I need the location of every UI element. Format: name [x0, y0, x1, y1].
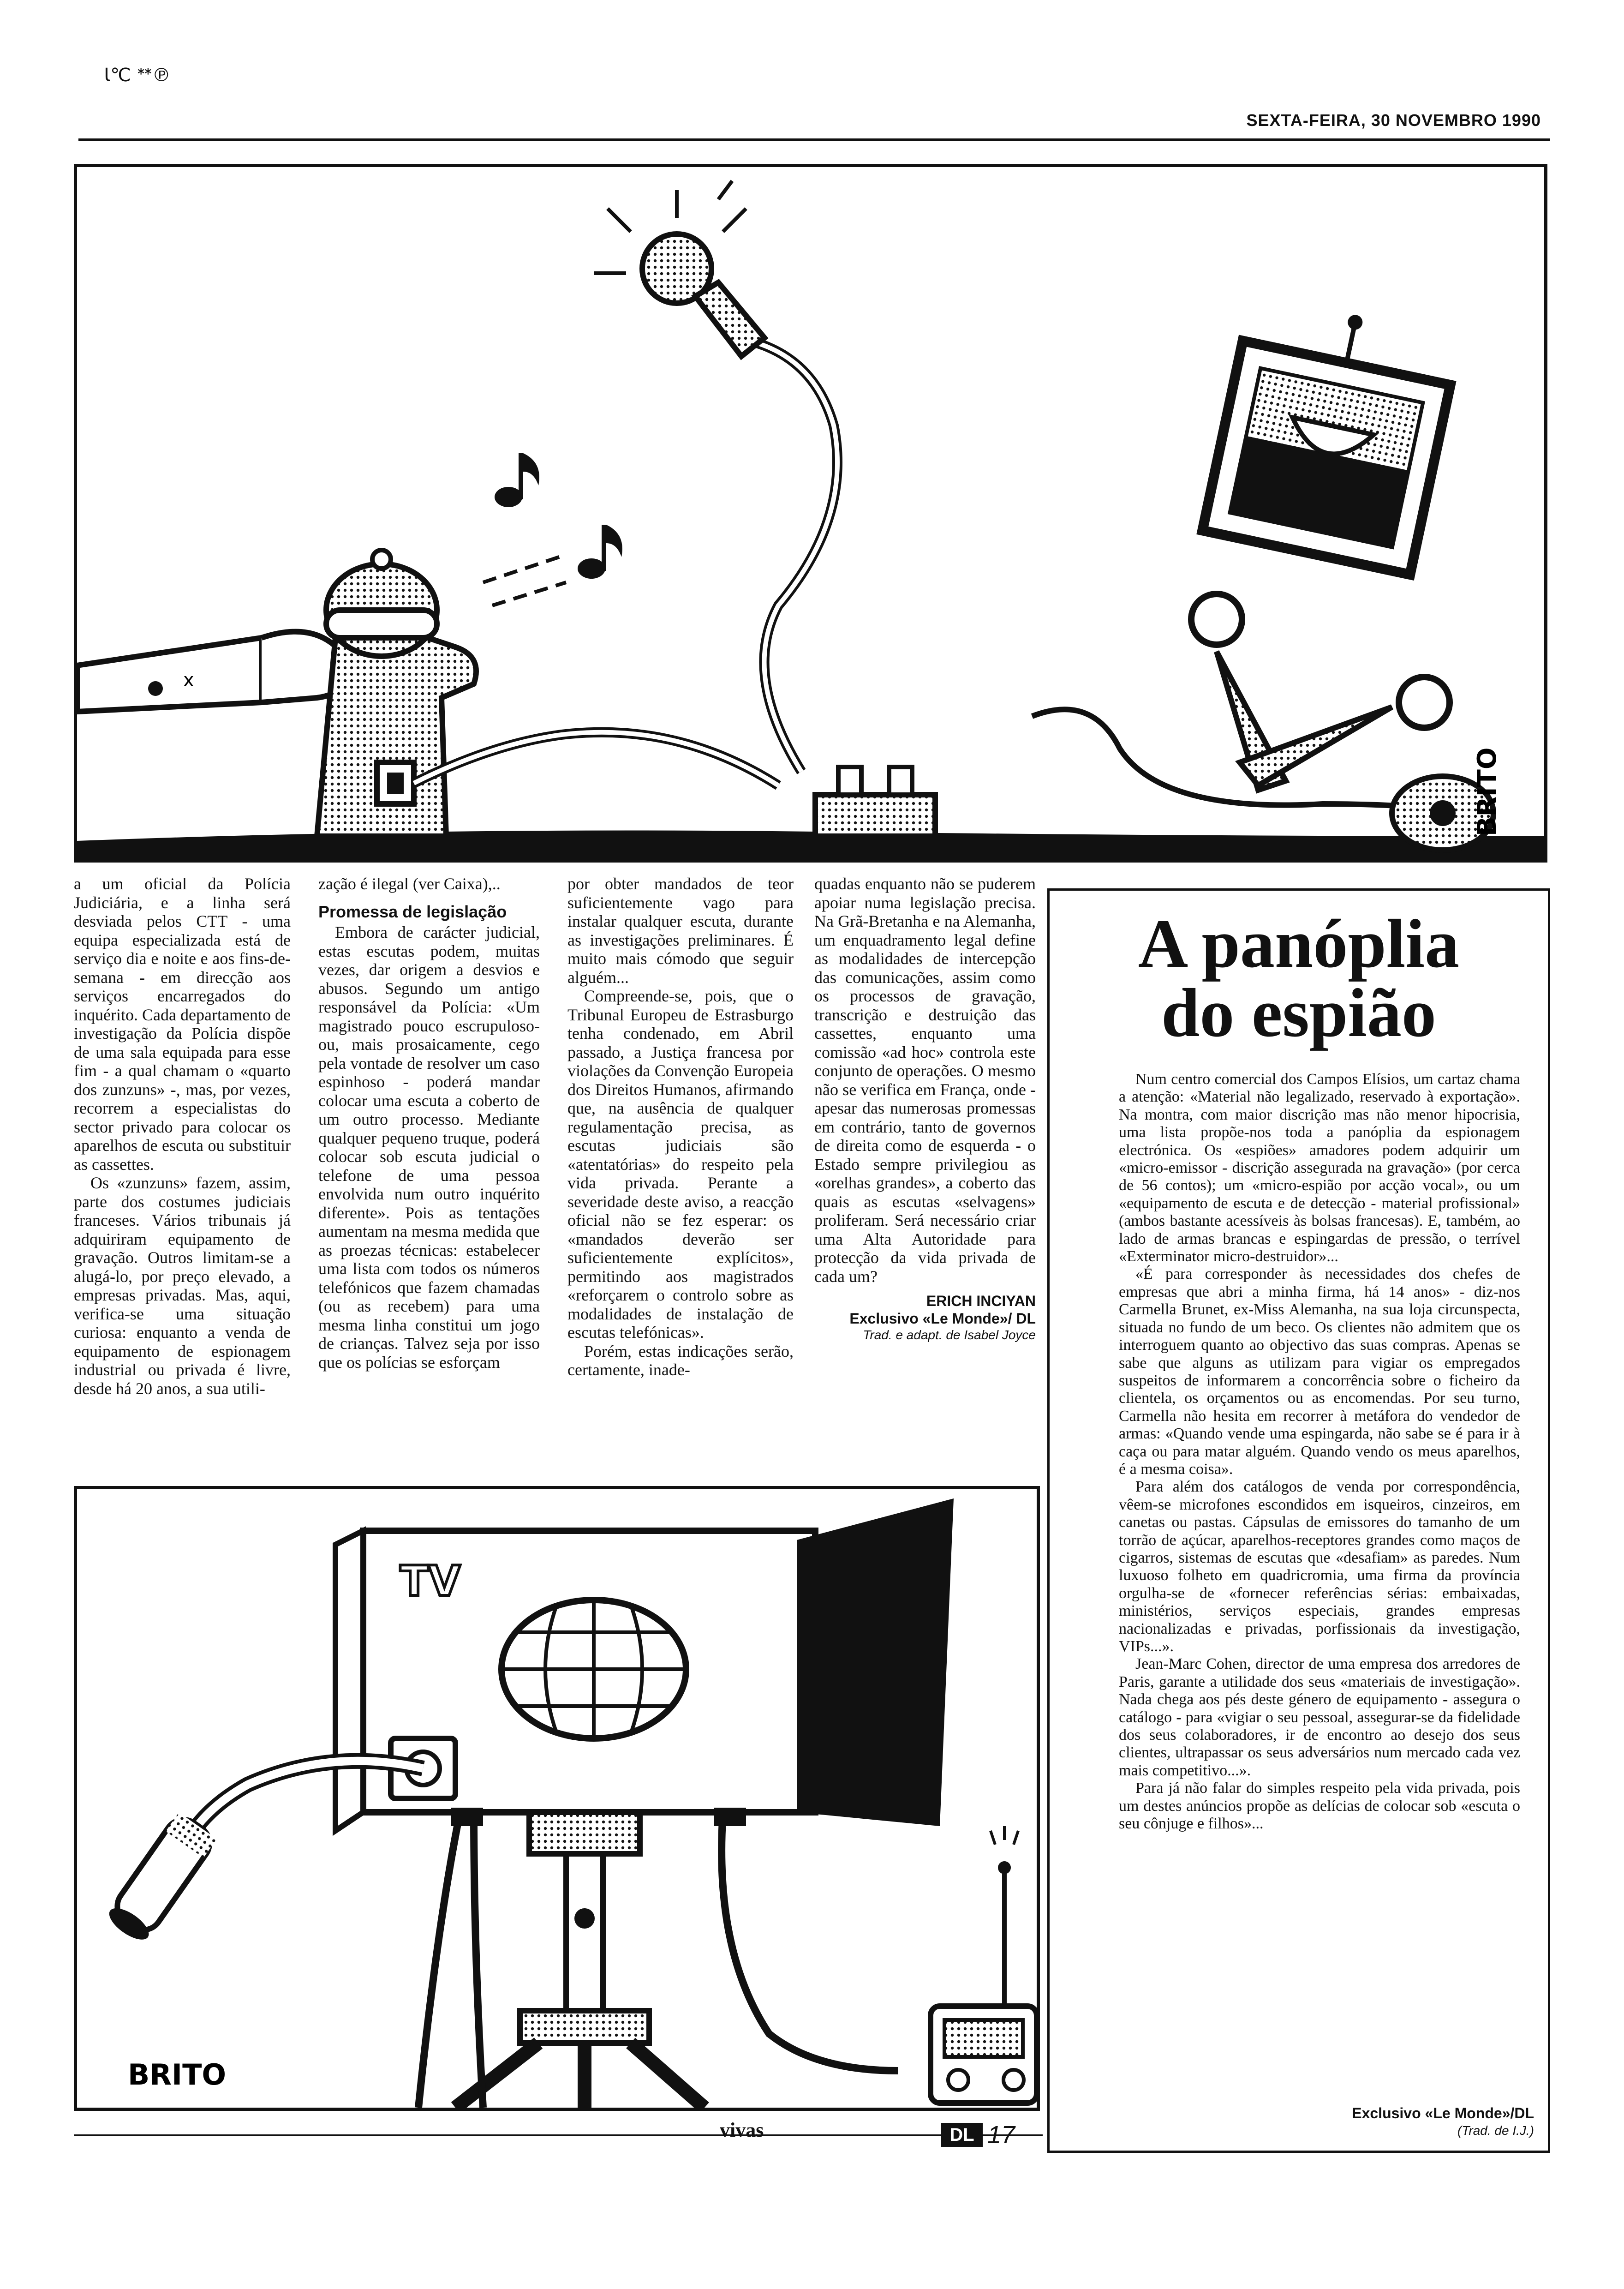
- article-paragraph: Compreende-se, pois, que o Tribunal Europeu de Estrasburgo tenha condenado, em Abril passado, a Justiça francesa por violações da Convenção Europeia dos Direitos Humanos, afirmando que, na ausência de qualquer regulamentação precisa, as escutas judiciais são «atentatórias» do respeito pela vida privada. Perante a severidade deste aviso, a reacção oficial não se fez esperar: os «mandados deverão ser suficientemente explícitos», permitindo aos magistrados «reforçarem o controlo sobre as modalidades de instalação de escutas telefónicas».: [567, 987, 794, 1342]
- coffee-pot-icon: [317, 550, 476, 836]
- sidebar-headline-line1: A panóplia: [1138, 905, 1460, 982]
- framed-picture-icon: [1202, 293, 1460, 575]
- footer-masthead: vivas: [720, 2119, 764, 2141]
- radio-receiver-icon: [931, 1826, 1037, 2103]
- handheld-microphone-icon: [104, 1812, 217, 1945]
- tv-label: TV: [400, 1557, 461, 1606]
- article-column-2: [318, 875, 540, 1372]
- sidebar-body: [1119, 1071, 1520, 1833]
- music-note-icon: [495, 453, 622, 579]
- article-subheading: Promessa de legislação: [318, 902, 507, 921]
- article-source: Exclusivo «Le Monde»/ DL: [849, 1310, 1036, 1327]
- illustration-bottom-signature: BRITO: [128, 2058, 227, 2091]
- article-paragraph: Os «zunzuns» fazem, assim, parte dos costumes judiciais franceses. Vários tribunais já adquiriram equipamento de gravação. Outros limitam-se a alugá-lo, por preço elevado, a empresas privadas. Mas, aqui, verifica-se uma situação curiosa: enquanto a venda de equipamento de espionagem industrial ou privada é livre, desde há 20 anos, a sua utili-: [74, 1174, 291, 1398]
- article-author: ERICH INCIYAN: [926, 1293, 1036, 1309]
- article-paragraph: Porém, estas indicações serão, certamente, inade-: [567, 1342, 794, 1379]
- sidebar-paragraph: Para além dos catálogos de venda por correspondência, vêem-se microfones escondidos em isqueiros, cinzeiros, em canetas ou pastas. Cápsulas de emissores do tamanho de um torrão de açúcar, aparelhos-receptores grandes como maços de cigarros, sistemas de escutas que «desafiam» as paredes. Num luxuoso folheto em quadricromia, uma firma da província orgulha-se de «fornecer referências sérias: embaixadas, ministérios, serviços especiais, grandes empresas nacionalizadas e privadas, porfissionais da investigação, VIPs...».: [1119, 1478, 1520, 1655]
- scissors-icon: [1032, 594, 1461, 813]
- article-credit: Trad. e adapt. de Isabel Joyce: [863, 1328, 1036, 1342]
- illustration-bottom: [74, 1486, 1040, 2111]
- sidebar-paragraph: Num centro comercial dos Campos Elísios, um cartaz chama a atenção: «Material não legalizado, reservado à exportação». Na montra, com maior discrição mas não menor hipocrisia, uma lista propõe-nos toda a panóplia da espionagem electrónica. Os «espiões» amadores podem adquirir um «micro-emissor - discrição assegurada na gravação» (por cerca de 56 contos); um «micro-espião por acção vocal», ou um «equipamento de escuta e de detecção - material profissional» (ambos bastante acessíveis às bolsas francesas). E, também, ao lado de armas brancas e espingardas de pressão, o terrível «Exterminator micro-destruidor»...: [1119, 1071, 1520, 1265]
- corner-marks: Ɩ℃ ᕯ℗: [104, 65, 171, 86]
- page-number: 17: [987, 2121, 1015, 2149]
- hand-icon: [77, 632, 346, 712]
- footer-rule: [74, 2134, 1043, 2136]
- sidebar-box: [1047, 888, 1550, 2153]
- article-paragraph: a um oficial da Polícia Judiciária, e a linha será desviada pelos CTT - uma equipa especializada está de serviço dia e noite e aos fins-de-semana - em direcção aos serviços encarregados do inquérito. Cada departamento de investigação da Polícia dispõe de uma sala equipada para esse fim - a qual chamam o «quarto dos zunzuns» -, mas, por vezes, recorrem a especialistas do sector privado para colocar os aparelhos de escuta ou substituir as cassettes.: [74, 875, 291, 1174]
- sidebar-paragraph: Para já não falar do simples respeito pela vida privada, pois um destes anúncios propõe as delícias de colocar sob «escuta o seu cônjuge e filhos»...: [1119, 1780, 1520, 1833]
- page-date: SEXTA-FEIRA, 30 NOVEMBRO 1990: [1246, 111, 1541, 130]
- connector-box: [815, 767, 935, 836]
- article-paragraph: quadas enquanto não se puderem apoiar numa legislação precisa. Na Grã-Bretanha e na Alemanha, um enquadramento legal define as modalidades de intercepção das comunicações, assim como os processos de gravação, transcrição e destruição das cassettes, enquanto uma comissão «ad hoc» controla este conjunto de operações. O mesmo não se verifica em França, onde - apesar das numerosas promessas em contrário, tanto de governos de direita como de esquerda - o Estado sempre privilegiou as «orelhas grandes», a coberto das quais as escutas «selvagens» proliferam. Será necessário criar uma Alta Autoridade para protecção da vida privada de cada um?: [814, 875, 1036, 1286]
- sidebar-credit: (Trad. de I.J.): [1457, 2123, 1534, 2138]
- sidebar-headline-line2: do espião: [1161, 975, 1436, 1051]
- sidebar-paragraph: «É para corresponder às necessidades dos chefes de empresas que abri a minha firma, há 14 anos» - diz-nos Carmella Brunet, ex-Miss Alemanha, na sua loja circunspecta, situada no fundo de um beco. Os clientes não admitem que os interroguem quanto ao objectivo das suas compras. Apenas se sabe que alguns as utilizam para vigiar os empregados suspeitos de informarem a concorrência sobre o ficheiro da clientela, os orçamentos ou as encomendas. Por seu turno, Carmella não hesita em recorrer à metáfora do vendedor de armas: «Quando vende uma espingarda, não sabe se é para ir à caça ou para matar alguém. Quando vendo os meus aparelhos, é a mesma coisa».: [1119, 1265, 1520, 1478]
- footer-page-logo: DL: [941, 2123, 983, 2147]
- spy-gadgets-drawing: [77, 167, 1544, 859]
- svg-text:x: x: [183, 670, 194, 691]
- sidebar-byline: Exclusivo «Le Monde»/DL: [1352, 2105, 1534, 2121]
- tv-camera-drawing: [77, 1489, 1037, 2108]
- article-paragraph: por obter mandados de teor suficientemente vago para instalar qualquer escuta, durante as investigações preliminares. É muito mais cómodo que seguir alguém...: [567, 875, 794, 987]
- header-rule: [78, 138, 1550, 141]
- article-column-3: [567, 875, 794, 1379]
- microphone-icon: [594, 181, 764, 356]
- article-paragraph: Embora de carácter judicial, estas escutas podem, muitas vezes, dar origem a desvios e abusos. Segundo um antigo responsável da Polícia: «Um magistrado pouco escrupuloso-ou, mais prosaicamente, cego pela vontade de resolver um caso espinhoso - poderá mandar colocar uma escuta a coberto de um outro processo. Mediante qualquer pequeno truque, poderá colocar sob escuta judicial o telefone de uma pessoa envolvida num outro inquérito diferente». Pois as tentações aumentam na mesma medida que as proezas técnicas: estabelecer uma lista com todos os números telefónicos que fazem chamadas (ou as recebem) para uma mesma linha constitui um jogo de crianças. Talvez seja por isso que os polícias se esforçam: [318, 923, 540, 1372]
- tripod-icon: [455, 1812, 705, 2108]
- article-paragraph: zação é ilegal (ver Caixa),..: [318, 875, 501, 893]
- tv-camera-icon: [335, 1498, 954, 1831]
- article-column-4: [814, 875, 1036, 1343]
- sidebar-paragraph: Jean-Marc Cohen, director de uma empresa dos arredores de Paris, garante a utilidade dos seus «materiais de investigação». Nada chega aos pés deste género de equipamento - assegura o catálogo - para «vigiar o seu pessoal, assegurar-se da fidelidade dos seus colaboradores, ir de encontro ao desejo dos seus clientes, ultrapassar os seus adversários num mercado cada vez mais competitivo...».: [1119, 1655, 1520, 1779]
- article-column-1: [74, 875, 291, 1398]
- illustration-top: [74, 164, 1547, 863]
- illustration-top-signature: BRITO: [1472, 747, 1502, 836]
